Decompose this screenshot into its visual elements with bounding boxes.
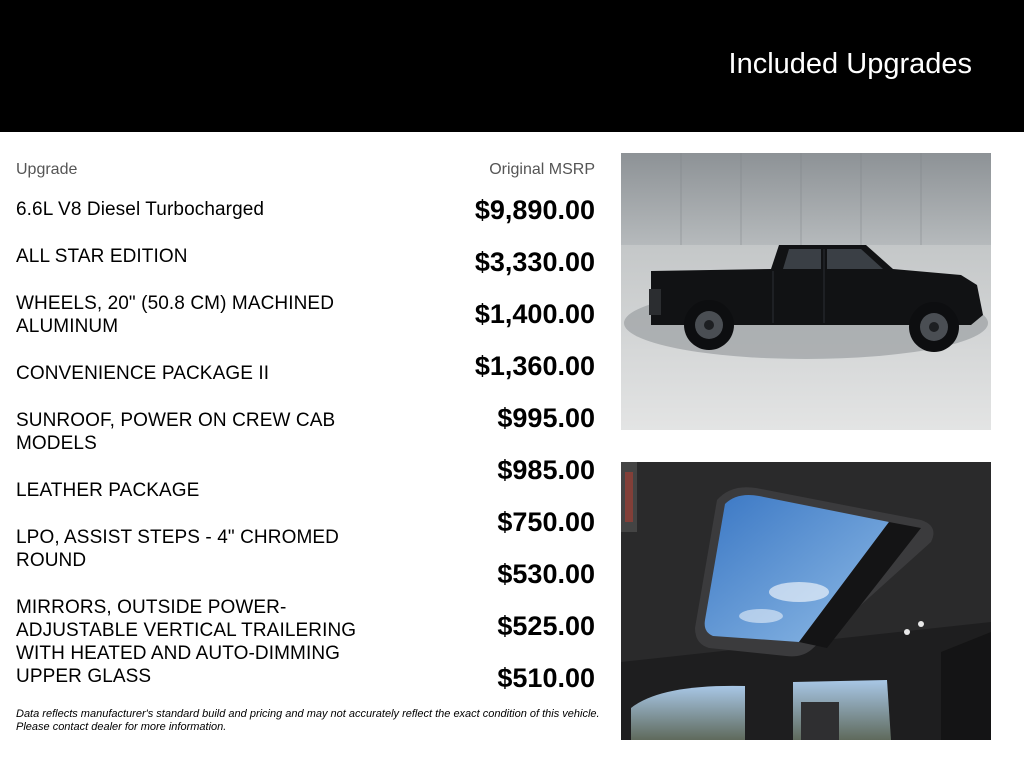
truck-image xyxy=(621,153,991,430)
truck-photo xyxy=(621,153,991,430)
price-value: $525.00 xyxy=(497,611,595,641)
price-value: $750.00 xyxy=(497,507,595,537)
header-bar xyxy=(0,0,1024,132)
page-title: Included Upgrades xyxy=(728,48,972,80)
price-list xyxy=(400,194,595,714)
upgrade-name: LEATHER PACKAGE xyxy=(16,480,200,501)
upgrade-name: 6.6L V8 Diesel Turbocharged xyxy=(16,199,265,220)
price-value: $1,400.00 xyxy=(474,299,595,329)
price-value: $9,890.00 xyxy=(474,195,595,225)
price-value: $3,330.00 xyxy=(474,247,595,277)
upgrade-name: CONVENIENCE PACKAGE II xyxy=(16,363,270,384)
price-value: $530.00 xyxy=(497,559,595,589)
price-value: $985.00 xyxy=(497,455,595,485)
upgrade-name: WHEELS, 20" (50.8 CM) MACHINED ALUMINUM xyxy=(16,293,335,337)
disclaimer-line: Please contact dealer for more information. xyxy=(16,721,227,733)
upgrade-name: SUNROOF, POWER ON CREW CAB MODELS xyxy=(16,410,336,454)
upgrade-column-header: Upgrade xyxy=(16,161,78,178)
upgrade-name: LPO, ASSIST STEPS - 4" CHROMED ROUND xyxy=(16,527,339,571)
disclaimer xyxy=(16,708,606,734)
sunroof-photo xyxy=(621,462,991,740)
upgrade-list xyxy=(16,198,396,712)
disclaimer-line: Data reflects manufacturer's standard build and pricing and may not accurately reflect the exact condition of this vehicle. xyxy=(16,708,600,720)
price-value: $510.00 xyxy=(497,663,595,693)
upgrade-name: MIRRORS, OUTSIDE POWER-ADJUSTABLE VERTICAL TRAILERING WITH HEATED AND AUTO-DIMMING UPPER GLASS xyxy=(16,597,357,687)
price-value: $995.00 xyxy=(497,403,595,433)
price-value: $1,360.00 xyxy=(474,351,595,381)
msrp-column-header: Original MSRP xyxy=(489,161,595,178)
upgrade-name: ALL STAR EDITION xyxy=(16,246,188,267)
sunroof-image xyxy=(621,462,991,740)
